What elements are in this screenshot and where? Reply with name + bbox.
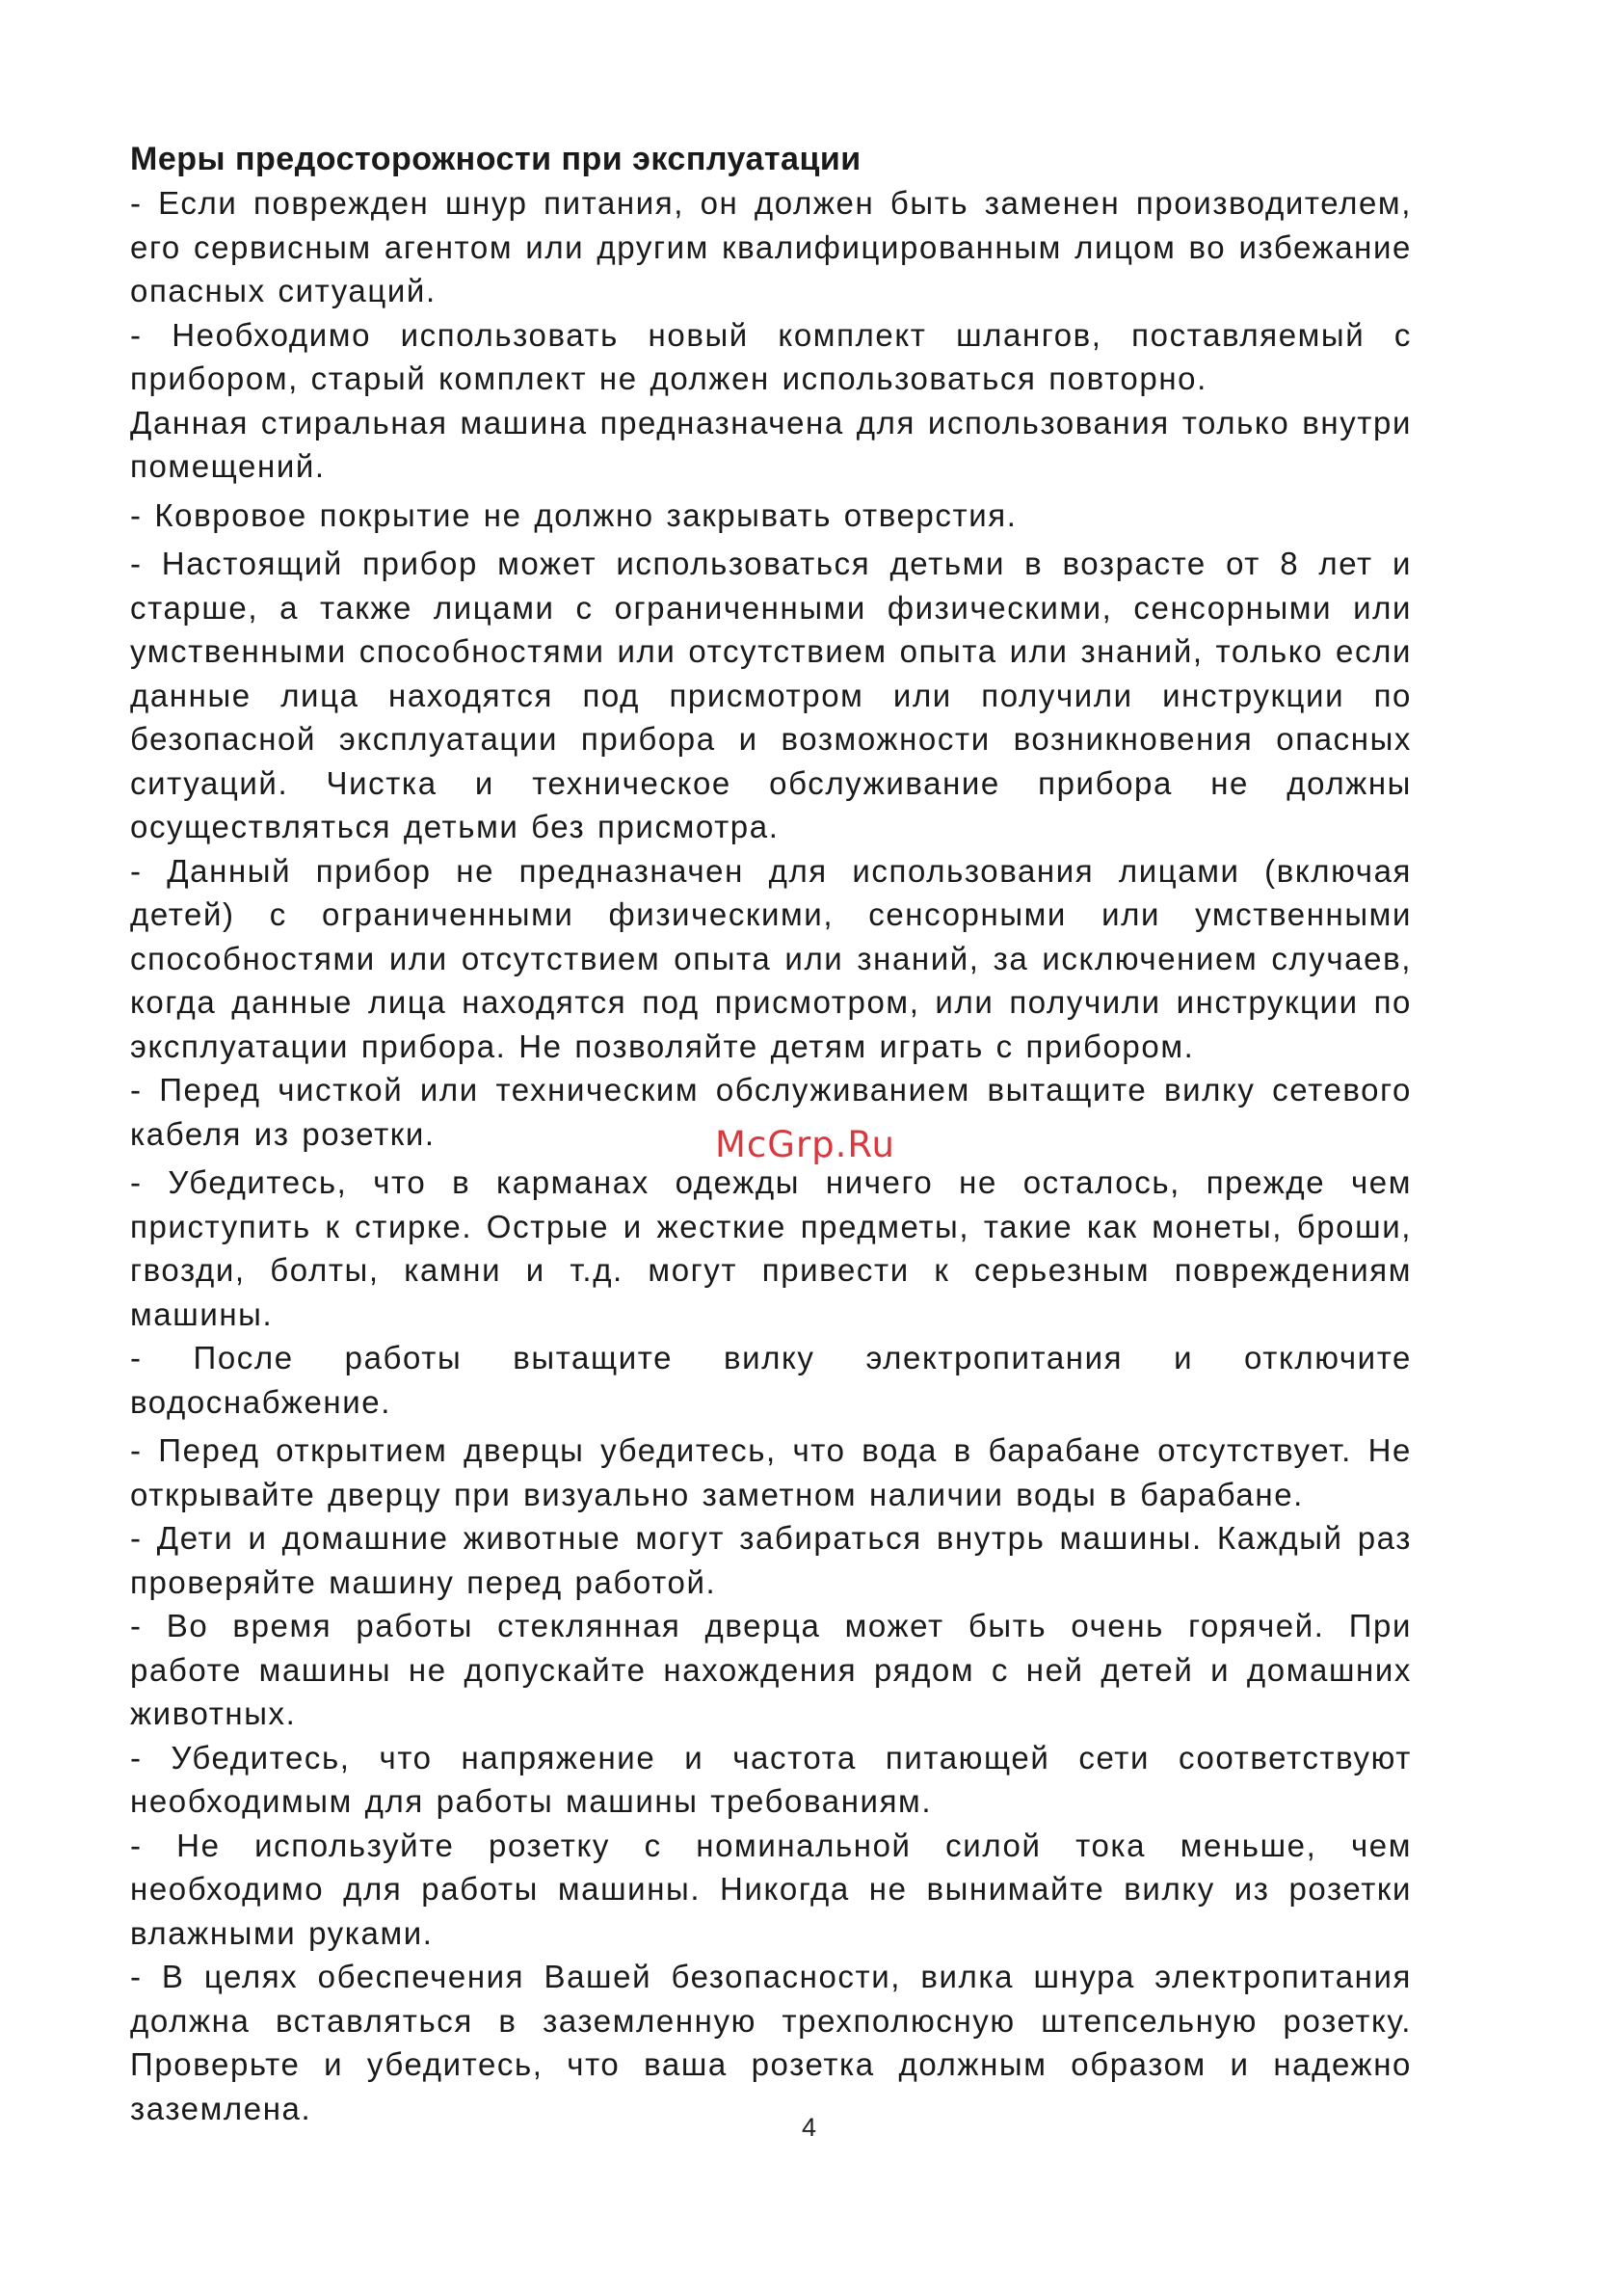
paragraph-after-work: - После работы вытащите вилку электропитания и отключите водоснабжение. xyxy=(130,1340,1412,1420)
paragraph-hose-kit: - Необходимо использовать новый комплект шлангов, поставляемый с прибором, старый комплект не должен использоваться повторно. xyxy=(130,316,1412,396)
paragraph-power-cord: - Если поврежден шнур питания, он должен быть заменен производителем, его сервисным агентом или другим квалифицированным лицом во избежание опасных ситуаций. xyxy=(130,185,1412,308)
paragraph-socket-current: - Не используйте розетку с номинальной силой тока меньше, чем необходимо для работы машины. Никогда не вынимайте вилку из розетки влажными руками. xyxy=(130,1827,1412,1951)
paragraph-door-opening: - Перед открытием дверцы убедитесь, что вода в барабане отсутствует. Не открывайте дверцу при визуально заметном наличии воды в барабане. xyxy=(130,1432,1412,1512)
paragraph-before-cleaning: - Перед чисткой или техническим обслуживанием вытащите вилку сетевого кабеля из розетки. xyxy=(130,1072,1412,1152)
paragraph-pockets: - Убедитесь, что в карманах одежды ничего не осталось, прежде чем приступить к стирке. Острые и жесткие предметы, такие как монеты, броши, гвозди, болты, камни и т.д. могут привести к серьезным повреждениям машины. xyxy=(130,1164,1412,1332)
paragraph-grounding: - В целях обеспечения Вашей безопасности, вилка шнура электропитания должна вставляться в заземленную трехполюсную штепсельную розетку. Проверьте и убедитесь, что ваша розетка должным образом и надежно заземлена. xyxy=(130,1959,1412,2126)
watermark-text: McGrp.Ru xyxy=(715,1124,895,1165)
paragraph-hot-glass: - Во время работы стеклянная дверца может быть очень горячей. При работе машины не допускайте нахождения рядом с ней детей и домашних животных. xyxy=(130,1608,1412,1731)
paragraph-children-pets: - Дети и домашние животные могут забираться внутрь машины. Каждый раз проверяйте машину перед работой. xyxy=(130,1520,1412,1600)
paragraph-voltage: - Убедитесь, что напряжение и частота питающей сети соответствуют необходимым для работы машины требованиям. xyxy=(130,1739,1412,1819)
paragraph-not-intended: - Данный прибор не предназначен для использования лицами (включая детей) с ограниченными физическими, сенсорными или умственными способностями или отсутствием опыта или знаний, за исключением случаев, когда данные лица находятся под присмотром, или получили инструкции по эксплуатации прибора. Не позволяйте детям играть с прибором. xyxy=(130,852,1412,1064)
paragraph-carpet: - Ковровое покрытие не должно закрывать отверстия. xyxy=(130,496,1018,533)
paragraph-children-8-years: - Настоящий прибор может использоваться детьми в возрасте от 8 лет и старше, а также лицами с ограниченными физическими, сенсорными или умственными способностями или отсутствием опыта или знаний, только если данные лица находятся под присмотром или получили инструкции по безопасной эксплуатации прибора и возможности возникновения опасных ситуаций. Чистка и техническое обслуживание прибора не должны осуществляться детьми без присмотра. xyxy=(130,546,1412,844)
section-title: Меры предосторожности при эксплуатации xyxy=(130,141,862,177)
page-number: 4 xyxy=(801,2113,817,2142)
paragraph-indoor-use: Данная стиральная машина предназначена для использования только внутри помещений. xyxy=(130,404,1412,484)
